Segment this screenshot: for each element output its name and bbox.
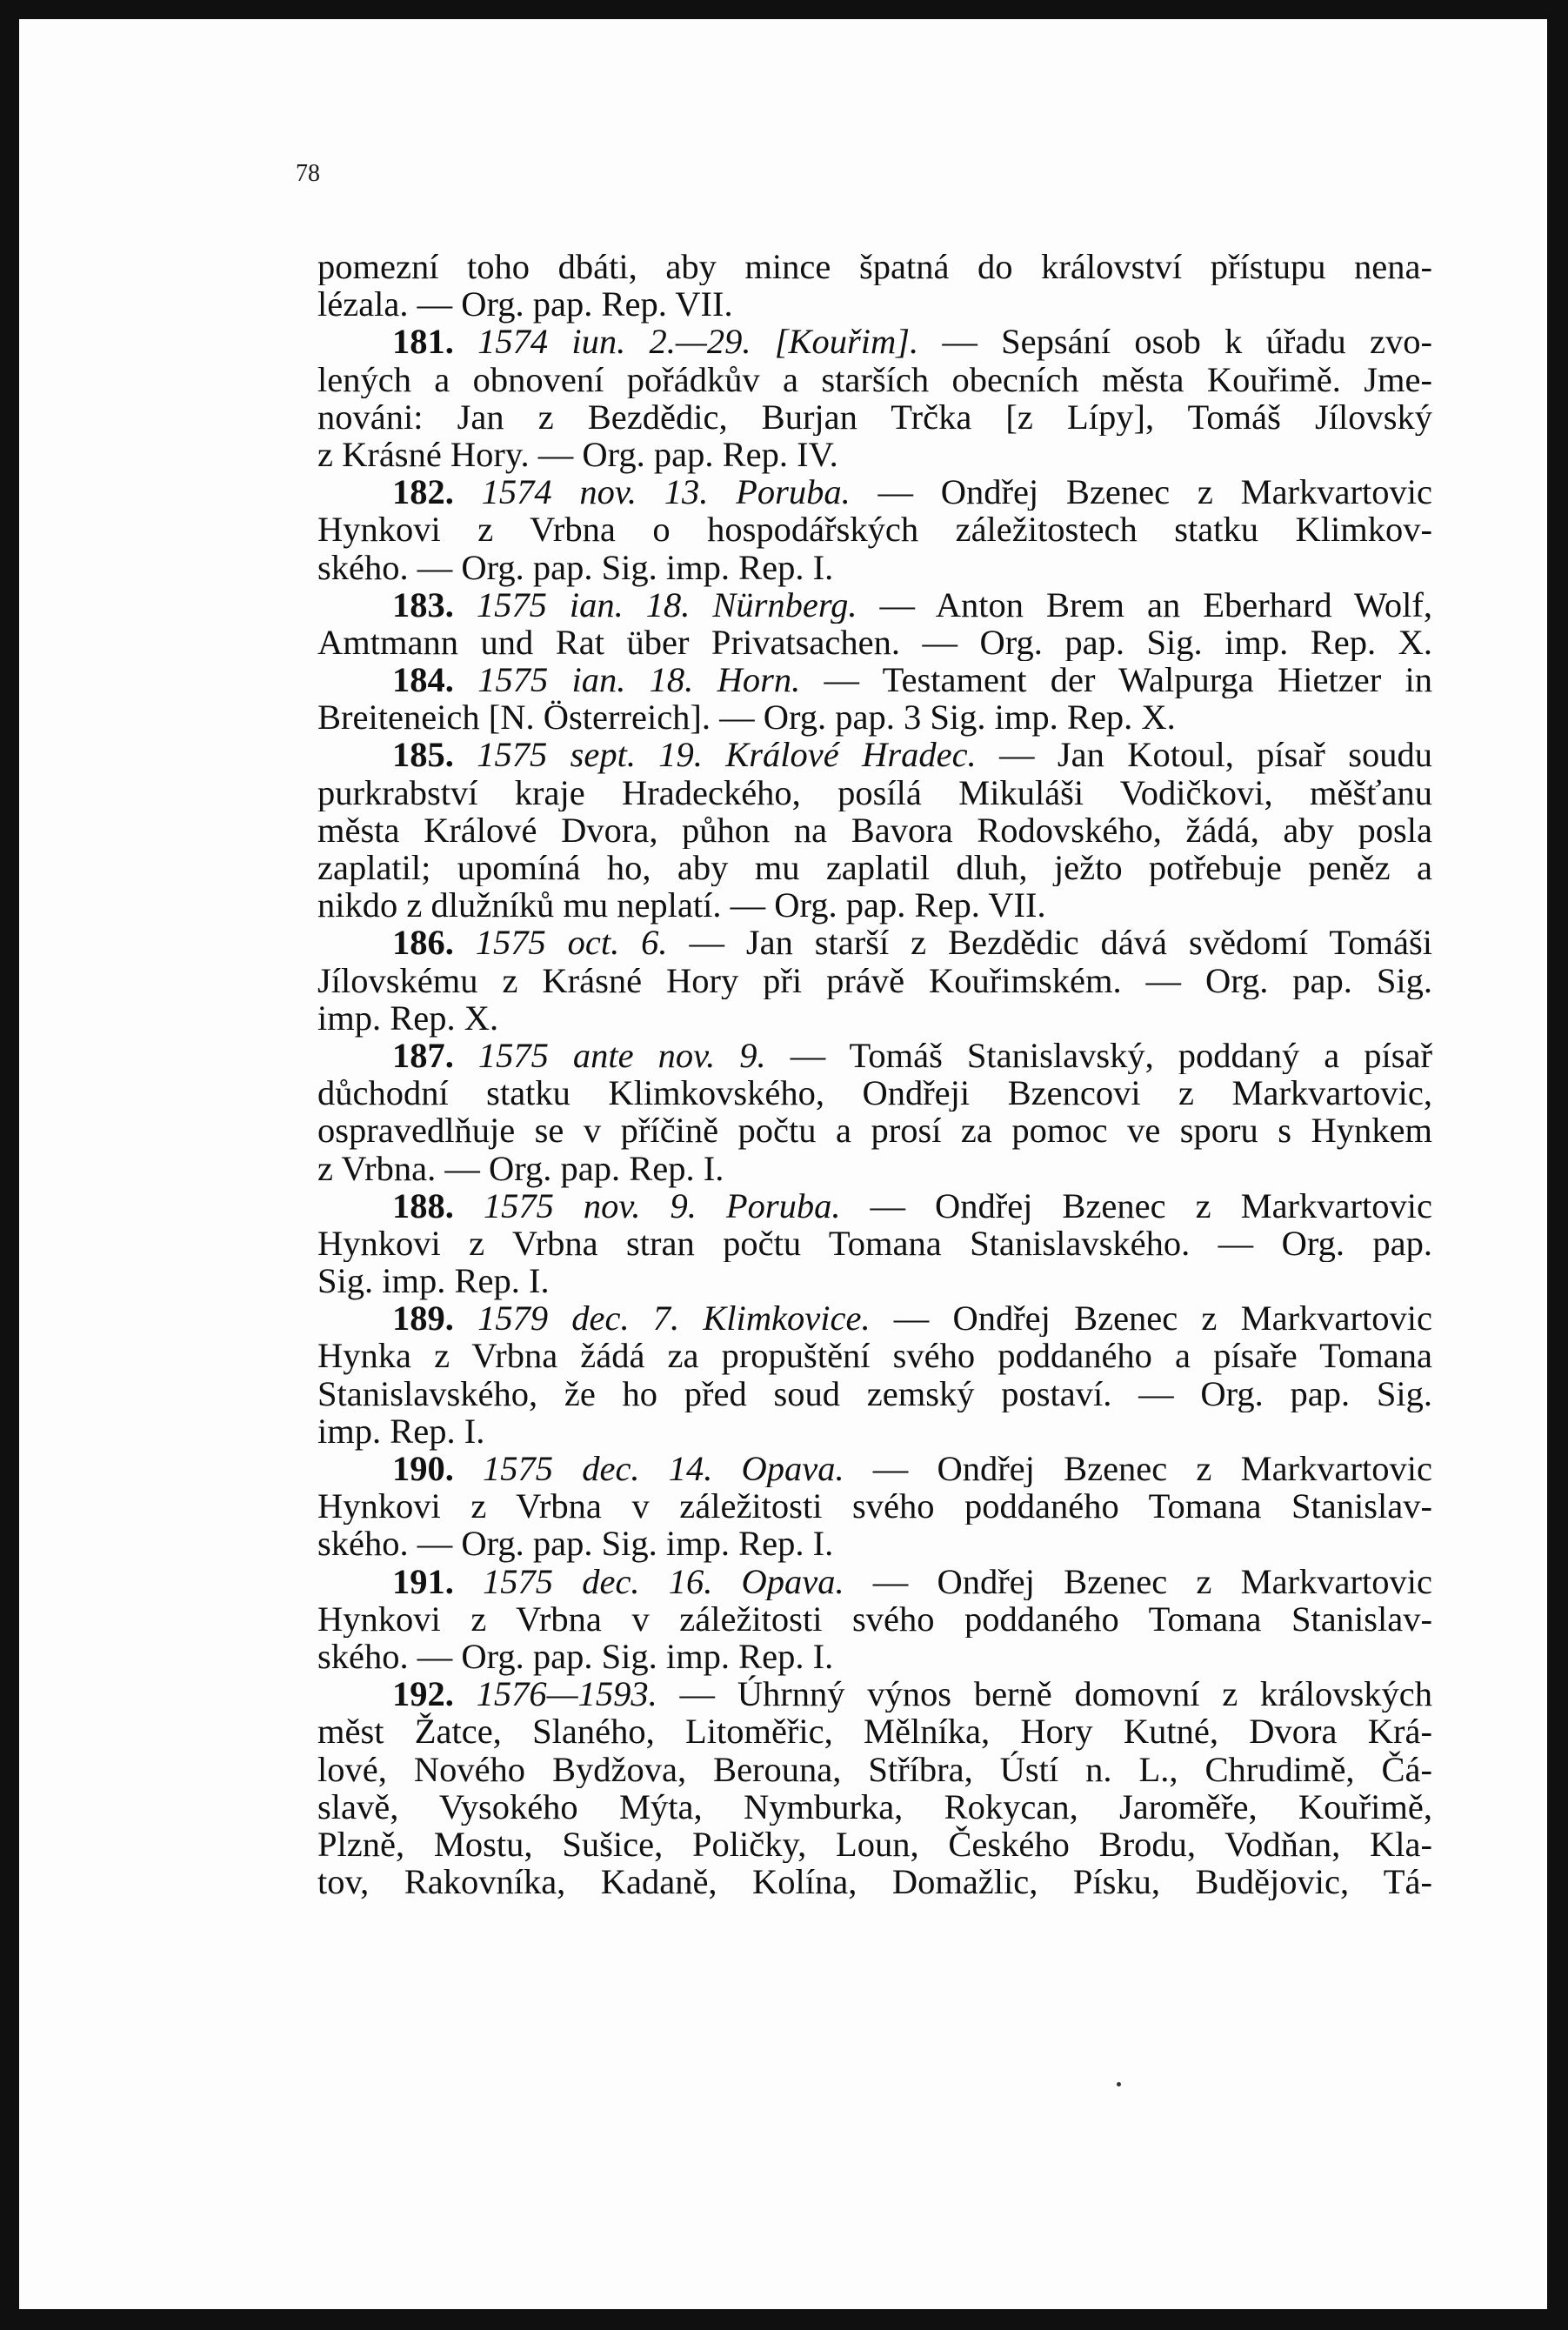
text-run: ospravedlňuje se v příčině počtu a prosí za pomoc ve sporu s Hynkem — [317, 1112, 1432, 1150]
text-line — [317, 1712, 1432, 1750]
text-line — [317, 1375, 1432, 1412]
text-run: Sig. imp. Rep. I. — [317, 1261, 550, 1301]
text-line — [317, 285, 1432, 323]
page-number: 78 — [296, 160, 320, 187]
entry-date-place: 1575 ante nov. 9. — [477, 1036, 766, 1075]
text-run: zaplatil; upomíná ho, aby mu zaplatil dluh, ježto potřebuje peněz a — [317, 849, 1432, 887]
text-run: — Ondřej Bzenec z Markvartovic — [840, 1186, 1432, 1225]
text-run: Stanislavského, že ho před soud zemský postaví. — Org. pap. Sig. — [317, 1374, 1432, 1412]
text-run — [454, 1563, 483, 1600]
text-line — [317, 811, 1432, 849]
text-run: pomezní toho dbáti, aby mince špatná do království přístupu nena- — [317, 248, 1432, 286]
text-run: Plzně, Mostu, Sušice, Poličky, Loun, Českého Brodu, Vodňan, Kla- — [317, 1825, 1432, 1864]
text-run: Hynkovi z Vrbna v záležitosti svého poddaného Tomana Stanislav- — [317, 1487, 1432, 1526]
entry-date-place: 1574 nov. 13. Poruba. — [481, 473, 851, 511]
entry-number: 189. — [392, 1299, 454, 1338]
text-line — [317, 1412, 1432, 1450]
text-line — [317, 1150, 1432, 1187]
text-run: — Anton Brem an Eberhard Wolf, — [857, 585, 1432, 624]
text-run: — Úhrnný výnos berně domovní z královských — [657, 1675, 1432, 1713]
entry-number: 190. — [392, 1450, 454, 1488]
text-run: lených a obnovení pořádkův a starších obecních města Kouřimě. Jme- — [317, 360, 1432, 398]
text-line — [317, 1225, 1432, 1262]
text-run: měst Žatce, Slaného, Litoměřic, Mělníka, Hory Kutné, Dvora Krá- — [317, 1712, 1432, 1751]
text-line — [317, 1262, 1432, 1299]
text-line — [317, 511, 1432, 548]
text-line — [317, 361, 1432, 398]
entry-number: 186. — [392, 924, 454, 962]
entry-first-line — [317, 1037, 1432, 1074]
text-run — [454, 1675, 477, 1712]
entry-number: 184. — [392, 661, 454, 699]
entry-first-line — [317, 586, 1432, 624]
entry-number: 188. — [392, 1186, 454, 1225]
text-line — [317, 549, 1432, 586]
text-line — [317, 1600, 1432, 1638]
text-run: lové, Nového Bydžova, Berouna, Stříbra, Ústí n. L., Chrudimě, Čá- — [317, 1750, 1432, 1788]
entry-number: 182. — [392, 473, 454, 511]
text-line — [317, 1337, 1432, 1374]
text-line — [317, 1863, 1432, 1900]
text-run — [454, 1450, 483, 1487]
text-run: Hynkovi z Vrbna v záležitosti svého poddaného Tomana Stanislav- — [317, 1599, 1432, 1638]
text-line — [317, 248, 1432, 285]
text-run — [454, 1299, 477, 1337]
entry-date-place: 1576—1593. — [476, 1675, 657, 1713]
text-run: důchodní statku Klimkovského, Ondřeji Bzencovi z Markvartovic, — [317, 1074, 1432, 1112]
text-run: — Tomáš Stanislavský, poddaný a písař — [765, 1036, 1432, 1075]
text-run: Hynkovi z Vrbna o hospodářských záležitostech statku Klimkov- — [317, 511, 1432, 549]
text-run — [454, 586, 477, 624]
text-run: města Králové Dvora, půhon na Bavora Rodovského, žádá, aby posla — [317, 811, 1432, 849]
entry-first-line — [317, 1450, 1432, 1487]
text-line — [317, 962, 1432, 999]
entry-number: 192. — [392, 1675, 454, 1713]
text-line — [317, 1826, 1432, 1863]
text-line — [317, 398, 1432, 436]
text-run: nikdo z dlužníků mu neplatí. — Org. pap. Rep. VII. — [317, 885, 1046, 925]
entry-date-place: 1579 dec. 7. Klimkovice. — [477, 1299, 871, 1338]
text-run: tov, Rakovníka, Kadaně, Kolína, Domažlic, Písku, Budějovic, Tá- — [317, 1863, 1432, 1901]
text-line — [317, 1525, 1432, 1562]
text-line — [317, 624, 1432, 661]
entry-date-place: 1575 sept. 19. Králové Hradec. — [477, 736, 977, 774]
text-run — [454, 473, 482, 511]
entry-first-line — [317, 924, 1432, 961]
text-run: — Ondřej Bzenec z Markvartovic — [850, 473, 1432, 511]
text-line — [317, 849, 1432, 886]
text-line — [317, 1112, 1432, 1149]
text-run: ského. — Org. pap. Sig. imp. Rep. I. — [317, 1524, 834, 1564]
text-run: Hynkovi z Vrbna stran počtu Tomana Stanislavského. — Org. pap. — [317, 1224, 1432, 1263]
text-line — [317, 886, 1432, 924]
text-run: — Ondřej Bzenec z Markvartovic — [844, 1450, 1432, 1488]
text-run — [454, 323, 477, 360]
entry-first-line — [317, 323, 1432, 360]
text-run: — Ondřej Bzenec z Markvartovic — [844, 1562, 1432, 1600]
text-line — [317, 436, 1432, 473]
text-line — [317, 1751, 1432, 1788]
text-run — [454, 924, 476, 961]
entry-number: 181. — [392, 323, 454, 361]
entry-date-place: 1575 nov. 9. Poruba. — [483, 1186, 841, 1225]
entry-date-place: 1575 dec. 14. Opava. — [483, 1450, 844, 1488]
entry-first-line — [317, 661, 1432, 698]
text-line — [317, 1487, 1432, 1525]
text-run — [454, 661, 477, 698]
entry-date-place: 1574 iun. 2.—29. [Kouřim]. — [477, 323, 919, 361]
text-run: z Krásné Hory. — Org. pap. Rep. IV. — [317, 434, 838, 474]
entry-first-line — [317, 736, 1432, 773]
entry-date-place: 1575 ian. 18. Horn. — [477, 661, 801, 699]
text-run — [454, 1037, 478, 1074]
entry-first-line — [317, 1187, 1432, 1225]
text-run: imp. Rep. X. — [317, 998, 499, 1038]
text-run: imp. Rep. I. — [317, 1411, 485, 1451]
text-line — [317, 999, 1432, 1037]
entry-number: 191. — [392, 1562, 454, 1600]
entry-number: 185. — [392, 736, 454, 774]
text-run: purkrabství kraje Hradeckého, posílá Mikuláši Vodičkovi, měšťanu — [317, 773, 1432, 811]
entry-date-place: 1575 ian. 18. Nürnberg. — [476, 585, 857, 624]
text-run: — Ondřej Bzenec z Markvartovic — [870, 1299, 1432, 1338]
body-text — [317, 248, 1432, 1900]
entry-date-place: 1575 dec. 16. Opava. — [483, 1562, 844, 1600]
text-run: nováni: Jan z Bezdědic, Burjan Trčka [z Lípy], Tomáš Jílovský — [317, 397, 1432, 436]
text-run: lézala. — Org. pap. Rep. VII. — [317, 284, 733, 324]
text-line — [317, 698, 1432, 736]
text-run: — Jan Kotoul, písař soudu — [976, 736, 1432, 774]
text-run: — Testament der Walpurga Hietzer in — [800, 661, 1432, 699]
text-run: — Jan starší z Bezdědic dává svědomí Tomáši — [667, 924, 1432, 962]
entry-number: 187. — [392, 1036, 454, 1075]
text-run: Hynka z Vrbna žádá za propuštění svého poddaného a písaře Tomana — [317, 1337, 1432, 1375]
text-run: z Vrbna. — Org. pap. Rep. I. — [317, 1148, 724, 1188]
text-line — [317, 1788, 1432, 1826]
entry-first-line — [317, 1299, 1432, 1337]
text-run: — Sepsání osob k úřadu zvo- — [918, 323, 1432, 361]
text-run: Jílovskému z Krásné Hory při právě Kouřimském. — Org. pap. Sig. — [317, 961, 1432, 999]
stray-mark — [1117, 2082, 1121, 2086]
entry-first-line — [317, 1563, 1432, 1600]
text-run — [454, 736, 477, 773]
text-run: ského. — Org. pap. Sig. imp. Rep. I. — [317, 547, 834, 587]
text-run — [454, 1187, 484, 1225]
text-line — [317, 1074, 1432, 1112]
entry-first-line — [317, 473, 1432, 511]
text-run: ského. — Org. pap. Sig. imp. Rep. I. — [317, 1636, 834, 1676]
page — [19, 19, 1547, 2309]
text-run: Amtmann und Rat über Privatsachen. — Org. pap. Sig. imp. Rep. X. — [317, 623, 1432, 662]
text-run: slavě, Vysokého Mýta, Nymburka, Rokycan, Jaroměře, Kouřimě, — [317, 1787, 1432, 1826]
text-line — [317, 774, 1432, 811]
entry-date-place: 1575 oct. 6. — [475, 924, 668, 962]
entry-number: 183. — [392, 585, 454, 624]
text-line — [317, 1638, 1432, 1675]
entry-first-line — [317, 1675, 1432, 1712]
text-run: Breiteneich [N. Österreich]. — Org. pap. 3 Sig. imp. Rep. X. — [317, 698, 1176, 738]
